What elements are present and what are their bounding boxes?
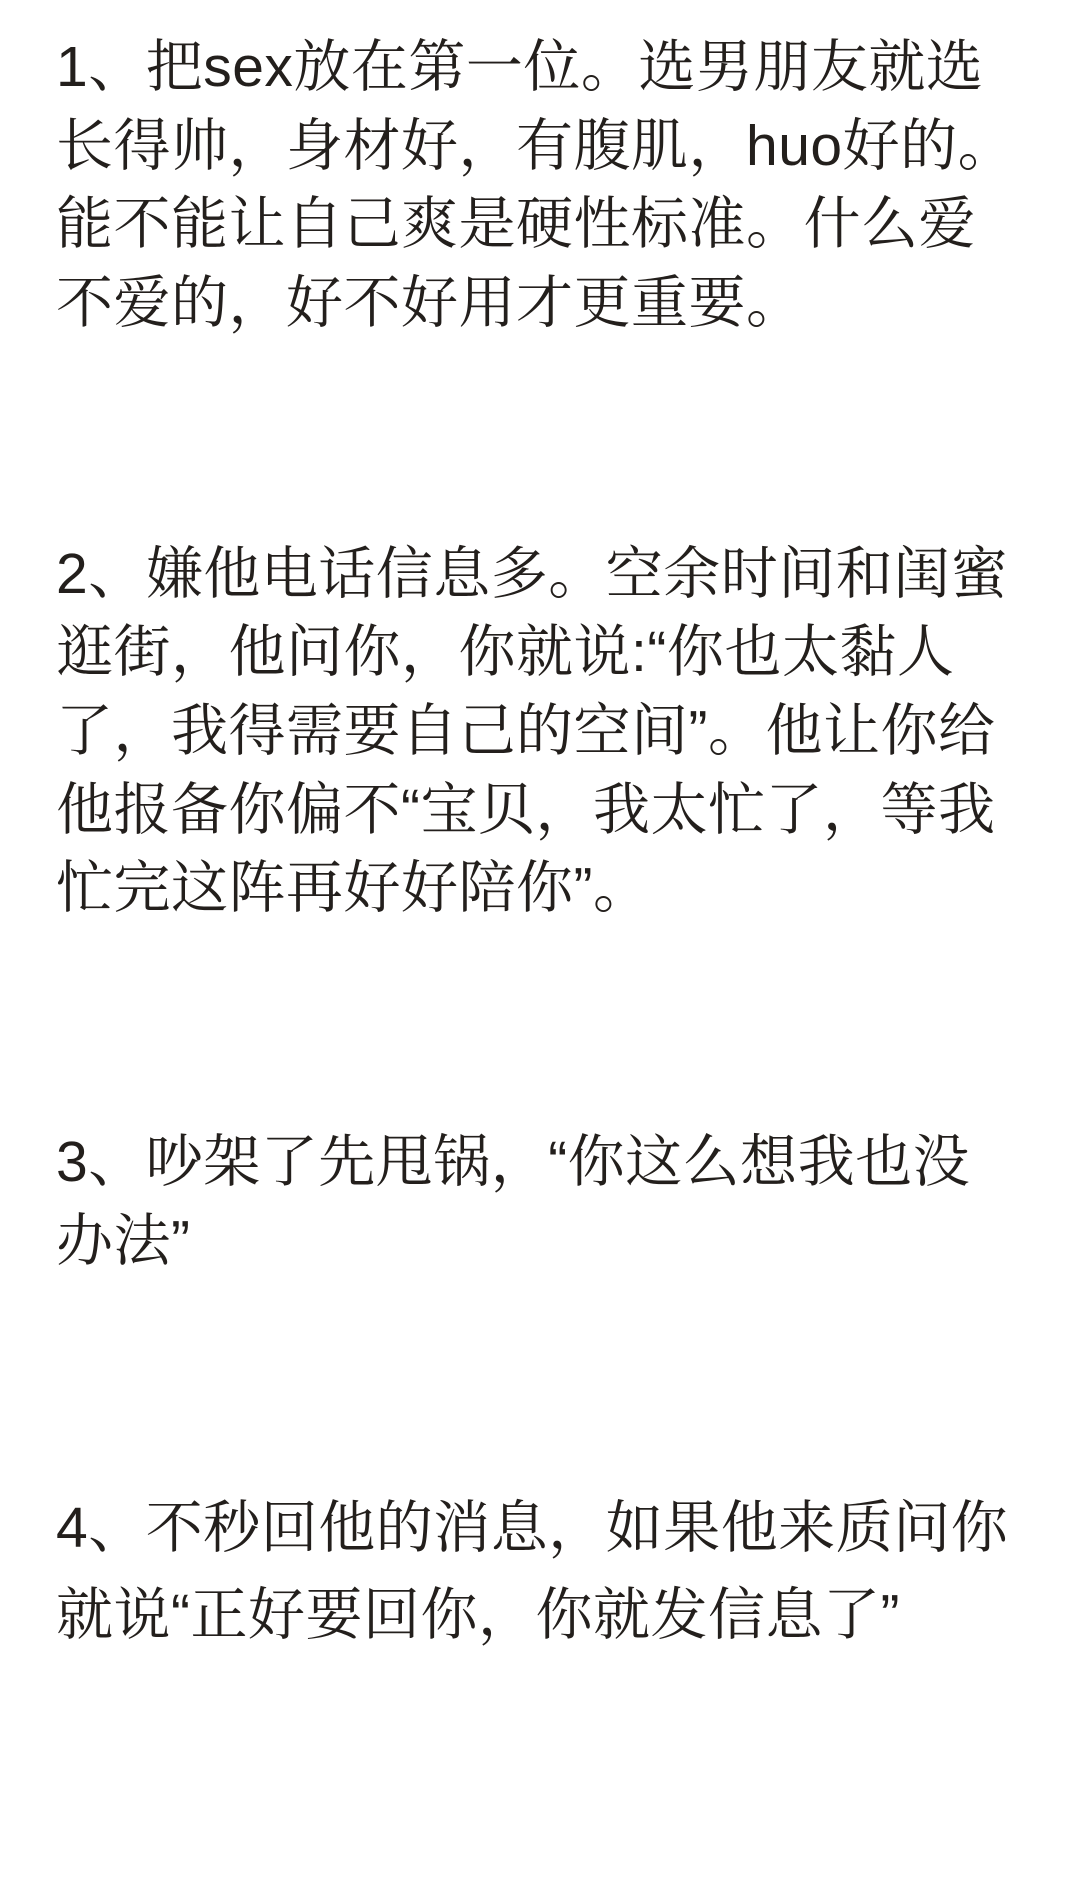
paragraph-item-1: 1、把sex放在第一位。选男朋友就选长得帅，身材好，有腹肌，huo好的。能不能让自己爽是硬性标准。什么爱不爱的，好不好用才更重要。 bbox=[56, 35, 1016, 335]
paragraph-item-2: 2、嫌他电话信息多。空余时间和闺蜜逛街，他问你，你就说:“你也太黏人了，我得需要自己的空间”。他让你给他报备你偏不“宝贝，我太忙了，等我忙完这阵再好好陪你”。 bbox=[56, 541, 1009, 921]
paragraph-item-4: 4、不秒回他的消息，如果他来质问你就说“正好要回你，你就发信息了” bbox=[56, 1496, 1009, 1647]
paragraph-item-3: 3、吵架了先甩锅，“你这么想我也没办法” bbox=[56, 1129, 971, 1273]
